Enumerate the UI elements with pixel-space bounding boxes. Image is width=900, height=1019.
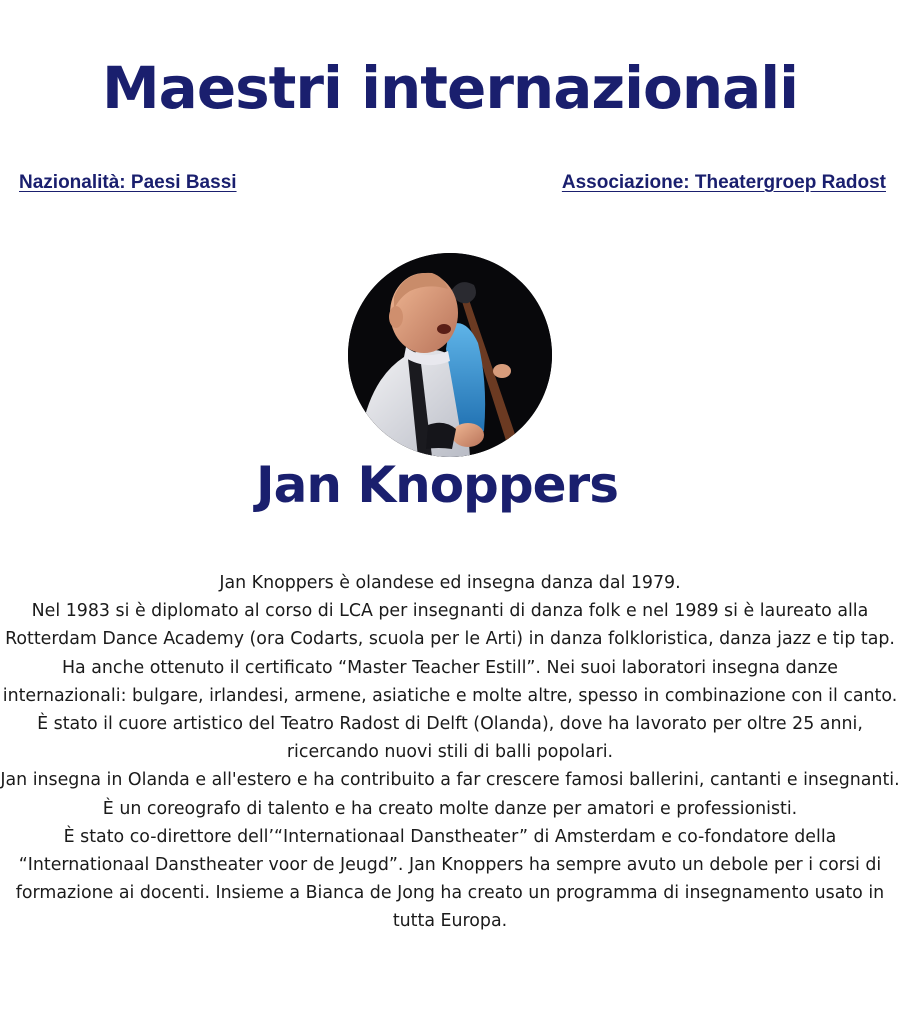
association-link[interactable]: Associazione: Theatergroep Radost [561, 172, 886, 193]
bio-paragraph: Jan Knoppers è olandese ed insegna danza dal 1979. [219, 573, 681, 593]
bio-paragraph: È stato co-direttore dell’“Internationaal Danstheater” di Amsterdam e co-fondatore della “Internationaal Danstheater voor de Jeugd”. Jan Knoppers ha sempre avuto un debole per i corsi di formazione ai docenti. Insieme a Bianca de Jong ha creato un programma di insegnamento usato in tutta Europa. [15, 826, 885, 932]
portrait-photo-icon [348, 253, 552, 457]
nationality-link[interactable]: Nazionalità: Paesi Bassi [19, 172, 237, 193]
bio-paragraph: Nel 1983 si è diplomato al corso di LCA per insegnanti di danza folk e nel 1989 si è laureato alla Rotterdam Dance Academy (ora Codarts, scuola per le Arti) in danza folkloristica, danza jazz e tip tap. Ha anche ottenuto il certificato “Master Teacher Estill”. Nei suoi laboratori insegna danze internazionali: bulgare, irlandesi, armene, asiatiche e molte altre, spesso in combinazione con il canto. È stato il cuore artistico del Teatro Radost di Delft (Olanda), dove ha lavorato per oltre 25 anni, ricercando nuovi stili di balli popolari. [2, 601, 898, 763]
biography [0, 569, 900, 936]
teacher-portrait-photo [348, 253, 552, 457]
bio-paragraph: È un coreografo di talento e ha creato molte danze per amatori e professionisti. [102, 798, 798, 819]
teacher-name: Jan Knoppers [256, 456, 618, 514]
bio-paragraph: Jan insegna in Olanda e all'estero e ha contribuito a far crescere famosi ballerini, cantanti e insegnanti. [0, 770, 900, 791]
page-title: Maestri internazionali [101, 54, 799, 122]
